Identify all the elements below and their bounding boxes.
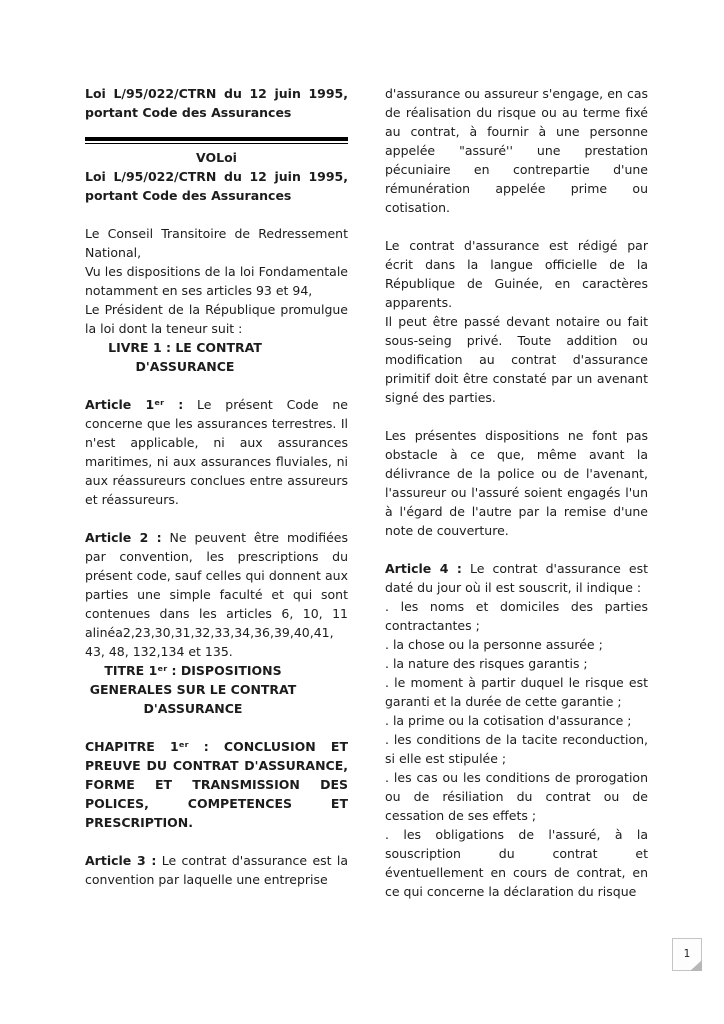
redaction-paragraph: Le contrat d'assurance est rédigé par écrit dans la langue officielle de la République de Guinée, en caractères apparents. — [385, 238, 648, 310]
left-column — [85, 84, 348, 889]
page-number-box — [672, 938, 702, 971]
article-4-block — [385, 559, 648, 901]
article-1-label: Article 1ᵉʳ : — [85, 397, 184, 412]
page-corner-fold-icon — [690, 960, 702, 971]
preamble-line: Le Président de la République promulgue la loi dont la teneur suit : — [85, 302, 348, 336]
section-divider — [85, 137, 348, 144]
running-header: Loi L/95/022/CTRN du 12 juin 1995, portant Code des Assurances — [85, 86, 348, 120]
article-3-continuation: d'assurance ou assureur s'engage, en cas de réalisation du risque ou au terme fixé au contrat, à fournir à une personne appelée "assuré'' une prestation pécuniaire en contrepartie d'une rémunération appelée prime ou cotisation. — [385, 86, 648, 215]
preamble — [85, 224, 348, 338]
redaction-paragraph: Il peut être passé devant notaire ou fait sous-seing privé. Toute addition ou modification au contrat d'assurance primitif doit être constaté par un avenant signé des parties. — [385, 314, 648, 405]
article-4-intro-text: Le contrat d'assurance est daté du jour où il est souscrit, il indique : — [385, 561, 649, 595]
preamble-line: Le Conseil Transitoire de Redressement National, — [85, 226, 348, 260]
right-column — [385, 84, 648, 901]
article-4-item: . le moment à partir duquel le risque est garanti et la durée de cette garantie ; — [385, 675, 648, 709]
article-4-item: . les cas ou les conditions de prorogation ou de résiliation du contrat ou de cessation de ses effets ; — [385, 770, 648, 823]
article-4-label: Article 4 : — [385, 561, 462, 576]
page-number: 1 — [683, 948, 691, 960]
article-3-text: Le contrat d'assurance est la convention par laquelle une entreprise — [85, 853, 349, 887]
preamble-line: Vu les dispositions de la loi Fondamentale notamment en ses articles 93 et 94, — [85, 264, 348, 298]
article-3-label: Article 3 : — [85, 853, 157, 868]
article-3-paragraph — [85, 851, 348, 889]
chapitre-heading: CHAPITRE 1ᵉʳ : CONCLUSION ET PREUVE DU CONTRAT D'ASSURANCE, FORME ET TRANSMISSION DES POLICES, COMPETENCES ET PRESCRIPTION. — [85, 739, 348, 830]
titre-heading: TITRE 1ᵉʳ : DISPOSITIONS GENERALES SUR LE CONTRAT D'ASSURANCE — [89, 663, 297, 716]
livre-heading: LIVRE 1 : LE CONTRAT D'ASSURANCE — [108, 340, 262, 374]
article-2-label: Article 2 : — [85, 530, 162, 545]
article-4-intro — [385, 559, 648, 597]
couverture-paragraph: Les présentes dispositions ne font pas obstacle à ce que, même avant la délivrance de la police ou de l'avenant, l'assureur ou l'assuré soient engagés l'un à l'égard de l'autre par la remise d'une note de couverture. — [385, 428, 648, 538]
article-2-paragraph — [85, 528, 348, 661]
volume-heading: VOLoi — [196, 150, 237, 165]
article-4-item: . les noms et domiciles des parties contractantes ; — [385, 599, 648, 633]
article-1-paragraph — [85, 395, 348, 509]
redaction-block — [385, 236, 648, 407]
article-4-item: . les obligations de l'assuré, à la souscription du contrat et éventuellement en cours de contrat, en ce qui concerne la déclaration du risque — [385, 827, 648, 899]
law-title: Loi L/95/022/CTRN du 12 juin 1995, portant Code des Assurances — [85, 169, 348, 203]
article-2-text: Ne peuvent être modifiées par convention, les prescriptions du présent code, sauf celles qui donnent aux parties une simple faculté et qui sont contenues dans les articles 6, 10, 11 alinéa2,23,30,31,32,33,34,36,39,40,41, 43, 48, 132,134 et 135. — [85, 530, 348, 659]
article-4-item: . la prime ou la cotisation d'assurance ; — [385, 713, 632, 728]
article-4-item: . les conditions de la tacite reconduction, si elle est stipulée ; — [385, 732, 648, 766]
article-4-item: . la nature des risques garantis ; — [385, 656, 588, 671]
article-1-text: Le présent Code ne concerne que les assurances terrestres. Il n'est applicable, ni aux assurances maritimes, ni aux assurances fluviales, ni aux réassureurs conclues entre assureurs et réassureurs. — [85, 397, 348, 507]
article-4-item: . la chose ou la personne assurée ; — [385, 637, 603, 652]
